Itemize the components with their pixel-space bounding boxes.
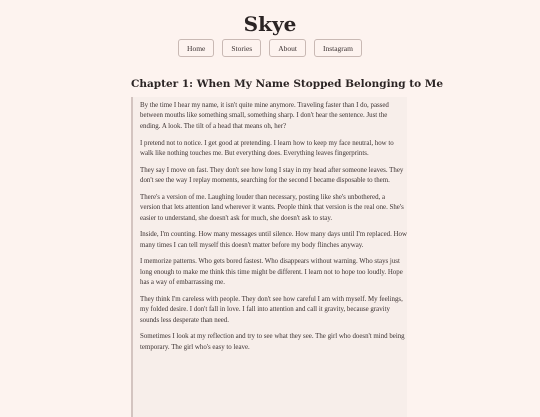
nav-home-button[interactable]: Home [178,39,214,57]
nav-stories-button[interactable]: Stories [222,39,261,57]
story-paragraph: There's a version of me. Laughing louder than necessary, posting like she's unbothered, a version that lets attention land wherever it wants. People think that version is the real one. She's easier to understand, she doesn't ask for much, she doesn't ask to stay. [140,193,404,222]
chapter-title: Chapter 1: When My Name Stopped Belonging to Me [131,78,444,90]
story-paragraph: Inside, I'm counting. How many messages until silence. How many days until I'm replaced. How many times I can tell myself this doesn't matter before my body flinches anyway. [140,231,407,249]
story-body [131,97,407,417]
site-title: Skye [243,12,297,36]
story-paragraph: By the time I hear my name, it isn't quite mine anymore. Traveling faster than I do, passed between mouths like something small, something sharp. I don't hear the sentence. Just the ending. A look. The tilt of a head that means oh, her? [140,102,389,130]
nav-about-button[interactable]: About [269,39,306,57]
story-paragraph: I pretend not to notice. I get good at pretending. I learn how to keep my face neutral, how to walk like nothing touches me. But everything does. Everything leaves fingerprints. [140,139,394,157]
story-paragraph: They think I'm careless with people. They don't see how careful I am with myself. My feelings, my folded desire. I don't fall in love. I fall into attention and call it gravity, because gravity sounds less desperate than need. [140,295,403,324]
nav-instagram-button[interactable]: Instagram [314,39,362,57]
top-nav [0,39,540,57]
story-paragraph: They say I move on fast. They don't see how long I stay in my head after someone leaves. They don't see the way I replay moments, searching for the second I became disposable to them. [140,166,404,185]
story-paragraph: Sometimes I look at my reflection and try to see what they see. The girl who doesn't mind being temporary. The girl who's easy to leave. [140,333,405,351]
story-paragraph: I memorize patterns. Who gets bored fastest. Who disappears without warning. Who stays just long enough to make me think this time might be different. I learn not to hope too loudly. Hope has a way of embarrassing me. [140,258,403,287]
